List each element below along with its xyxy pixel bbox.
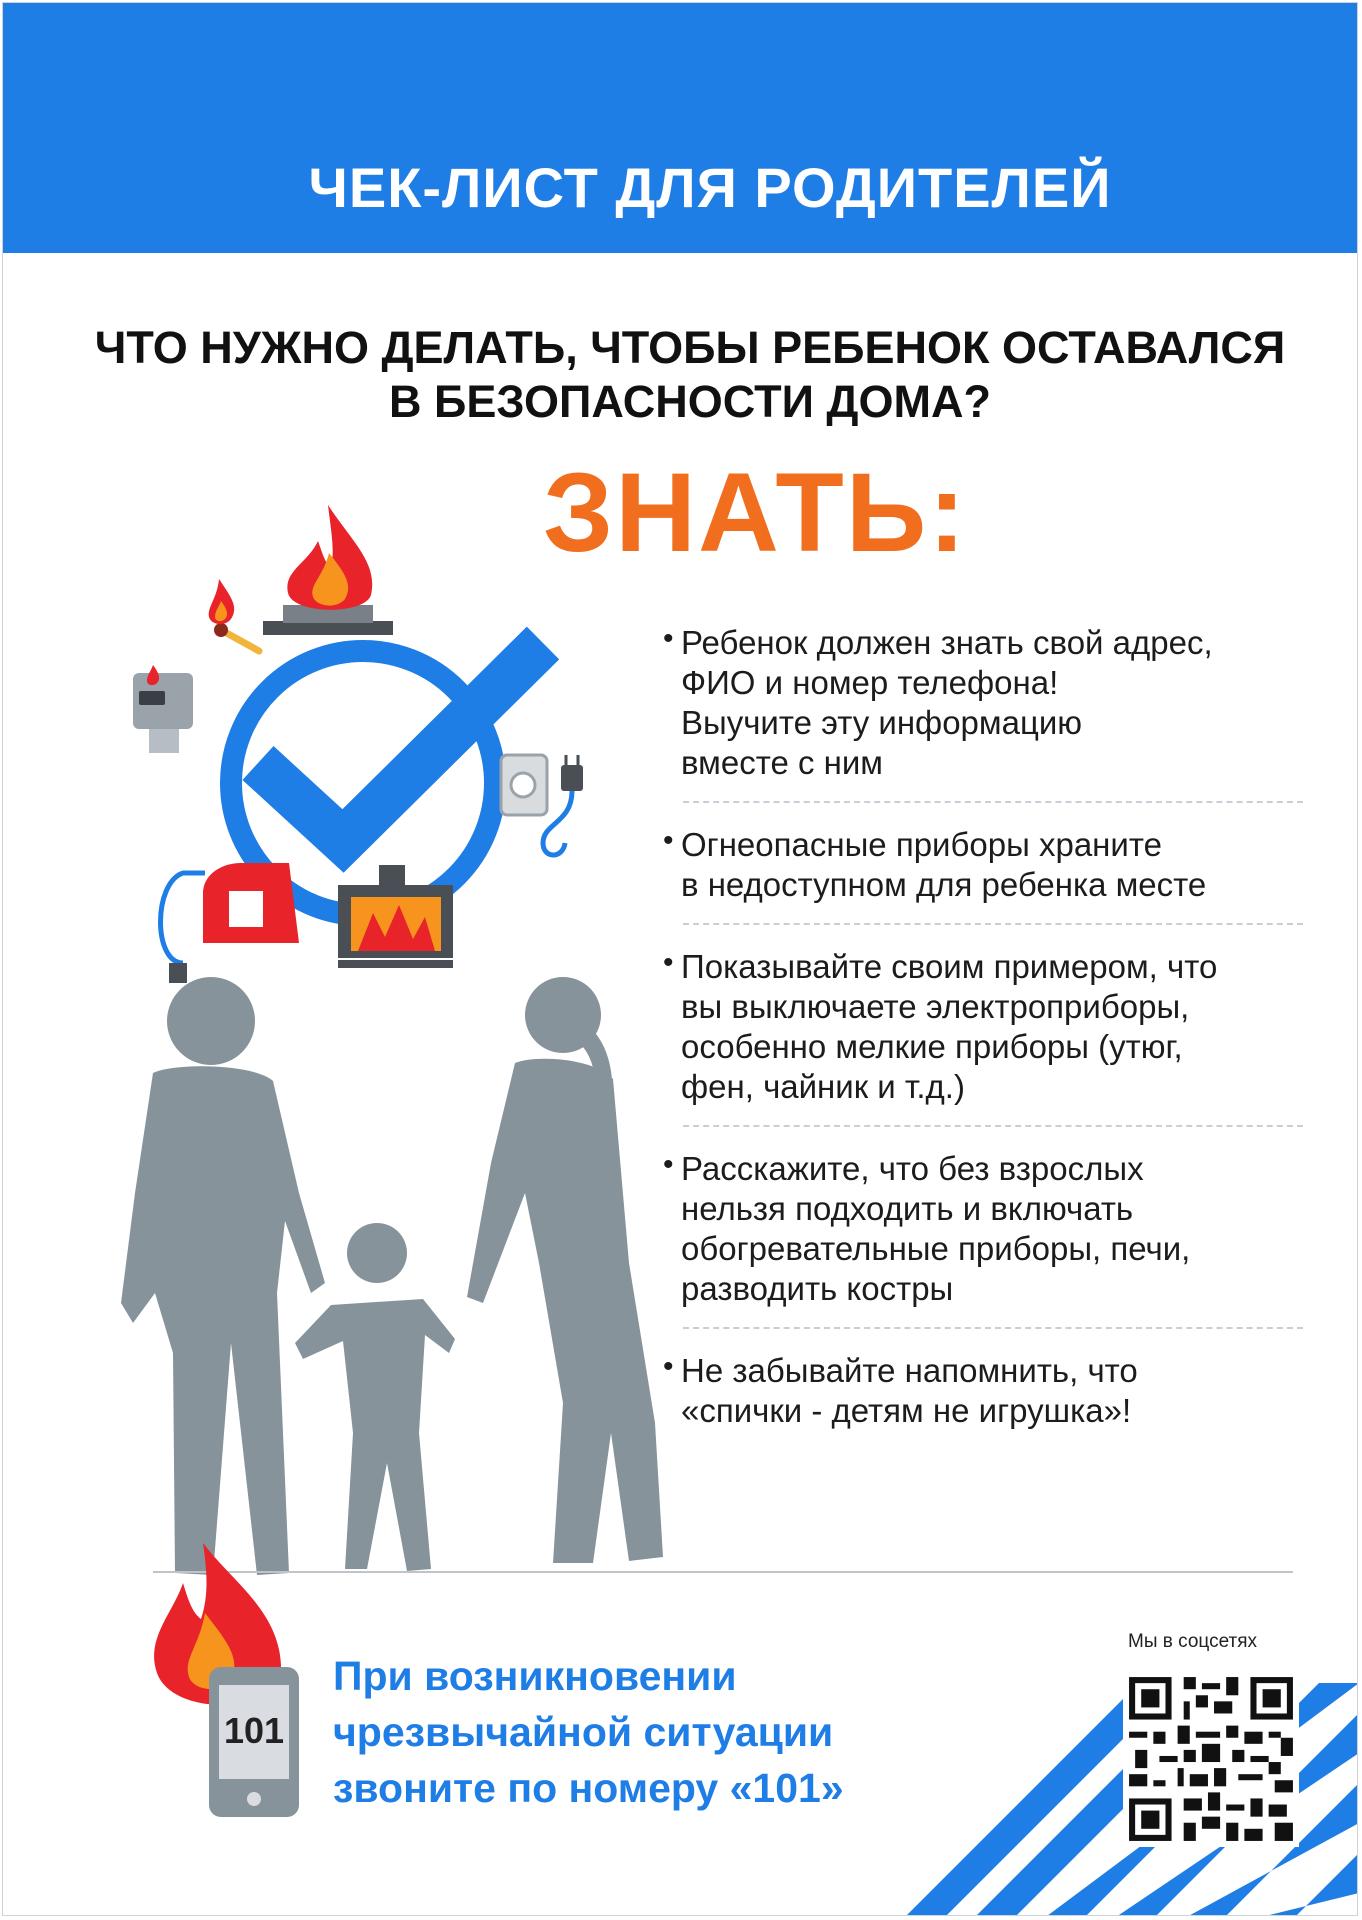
match-icon <box>209 579 259 651</box>
divider <box>683 1125 1303 1127</box>
bullet: • <box>663 946 674 979</box>
list-item: • Ребенок должен знать свой адрес, ФИО и номер телефона! Выучите эту информацию вместе с ним <box>663 623 1303 783</box>
bullet: • <box>663 1350 674 1383</box>
mother-silhouette <box>467 977 663 1563</box>
poster <box>2 2 1358 1916</box>
social-label: Мы в соцсетях <box>1128 1631 1258 1652</box>
divider <box>683 801 1303 803</box>
emergency-line-1: При возникновении <box>333 1653 737 1699</box>
list-item: • Расскажите, что без взрослых нельзя подходить и включать обогревательные приборы, печи, разводить костры <box>663 1149 1303 1309</box>
list-item: • Показывайте своим примером, что вы выключаете электроприборы, особенно мелкие приборы (утюг, фен, чайник и т.д.) <box>663 947 1303 1107</box>
header-banner <box>3 3 1357 253</box>
question-heading <box>63 321 1317 429</box>
socket-plug-icon <box>501 755 583 855</box>
divider <box>683 923 1303 925</box>
emergency-line-2: чрезвычайной ситуации <box>333 1709 834 1755</box>
know-heading: ЗНАТЬ: <box>543 450 968 575</box>
family-silhouette <box>63 963 683 1583</box>
list-item: • Огнеопасные приборы храните в недоступном для ребенка месте <box>663 825 1303 905</box>
qr-code[interactable] <box>1123 1671 1299 1847</box>
ground-line <box>153 1571 1293 1573</box>
question-line-2: В БЕЗОПАСНОСТИ ДОМА? <box>389 376 991 427</box>
list-item: • Не забывайте напомнить, что «спички - детям не игрушка»! <box>663 1351 1303 1431</box>
divider <box>683 1327 1303 1329</box>
phone-icon <box>143 1543 313 1823</box>
gas-burner-icon <box>263 505 393 635</box>
page-title: ЧЕК-ЛИСТ ДЛЯ РОДИТЕЛЕЙ <box>308 156 1112 219</box>
bullet: • <box>663 1148 674 1181</box>
father-silhouette <box>121 977 325 1575</box>
question-line-1: ЧТО НУЖНО ДЕЛАТЬ, ЧТОБЫ РЕБЕНОК ОСТАВАЛСЯ <box>94 322 1286 373</box>
checklist <box>663 623 1303 1431</box>
bullet: • <box>663 824 674 857</box>
lighter-icon <box>133 665 193 753</box>
emergency-text <box>333 1648 844 1816</box>
hazards-illustration <box>113 493 593 993</box>
phone-number: 101 <box>223 1710 285 1751</box>
emergency-line-3: звоните по номеру «101» <box>333 1765 844 1811</box>
bullet: • <box>663 622 674 655</box>
